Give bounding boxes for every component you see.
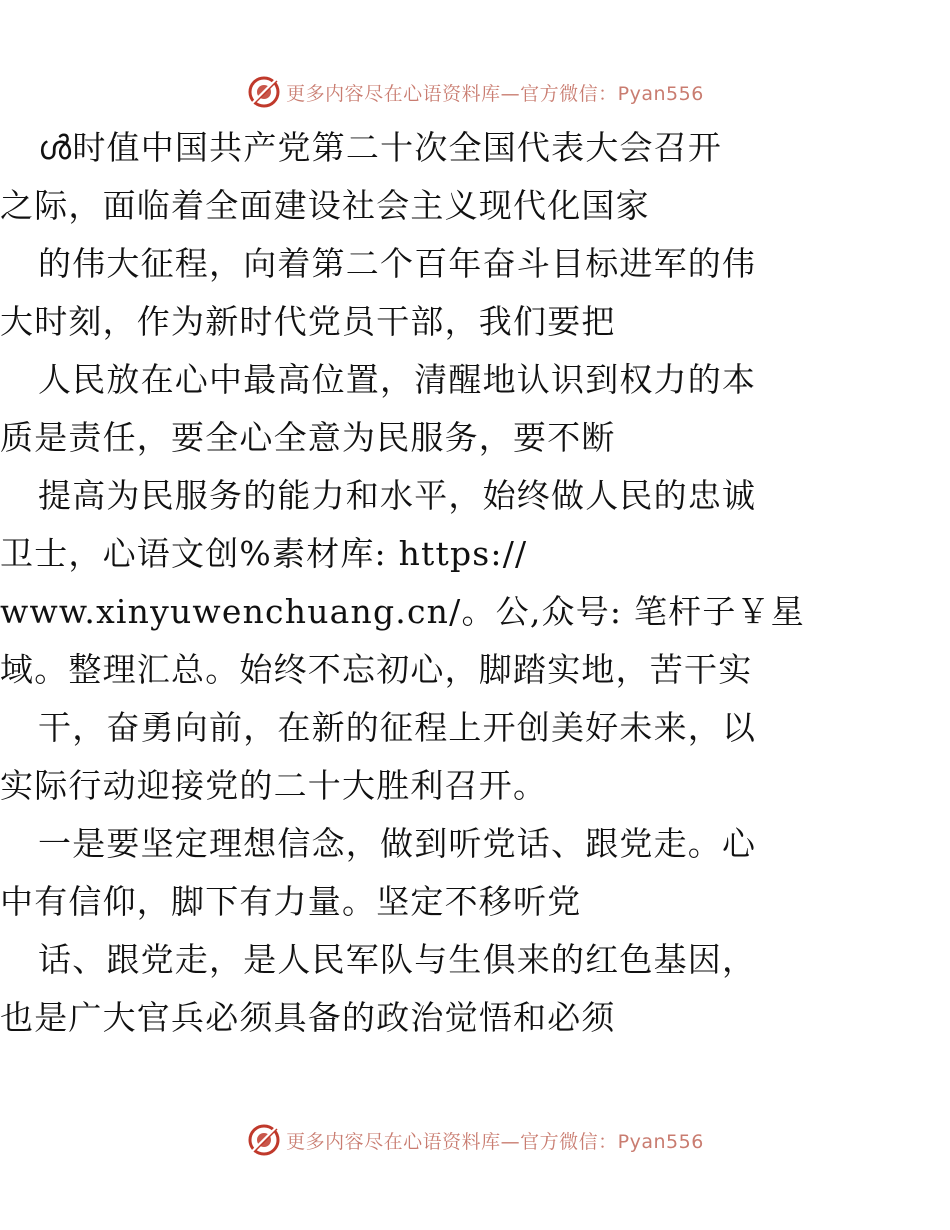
text-line: 质是责任，要全心全意为民服务，要不断 bbox=[0, 418, 616, 457]
header-banner-text: 更多内容尽在心语资料库—官方微信：Pyan556 bbox=[286, 82, 704, 105]
text-line: 也是广大官兵必须具备的政治觉悟和必须 bbox=[0, 998, 616, 1037]
text-line: 之际，面临着全面建设社会主义现代化国家 bbox=[0, 186, 650, 225]
text-line: 卫士，心语文创%素材库: https:// bbox=[0, 534, 528, 573]
text-line: 域。整理汇总。始终不忘初心，脚踏实地，苦干实 bbox=[0, 650, 753, 689]
text-line: 提高为民服务的能力和水平，始终做人民的忠诚 bbox=[38, 476, 757, 515]
text-line: ൾ时值中国共产党第二十次全国代表大会召开 bbox=[38, 128, 723, 167]
text-line: 人民放在心中最高位置，清醒地认识到权力的本 bbox=[38, 360, 757, 399]
footer-banner bbox=[0, 1120, 950, 1160]
text-line: 干，奋勇向前，在新的征程上开创美好未来，以 bbox=[38, 708, 757, 747]
text-line: 实际行动迎接党的二十大胜利召开。 bbox=[0, 766, 548, 805]
text-line: 中有信仰，脚下有力量。坚定不移听党 bbox=[0, 882, 582, 921]
text-line: www.xinyuwenchuang.cn/。公,众号: 笔杆子￥星 bbox=[0, 592, 805, 631]
text-line: 话、跟党走，是人民军队与生俱来的红色基因， bbox=[38, 940, 757, 979]
text-line: 大时刻，作为新时代党员干部，我们要把 bbox=[0, 302, 616, 341]
footer-banner-text: 更多内容尽在心语资料库—官方微信：Pyan556 bbox=[286, 1130, 704, 1153]
xinyu-logo-icon bbox=[246, 1122, 282, 1158]
text-line: 一是要坚定理想信念，做到听党话、跟党走。心 bbox=[38, 824, 757, 863]
text-line: 的伟大征程，向着第二个百年奋斗目标进军的伟 bbox=[38, 244, 757, 283]
